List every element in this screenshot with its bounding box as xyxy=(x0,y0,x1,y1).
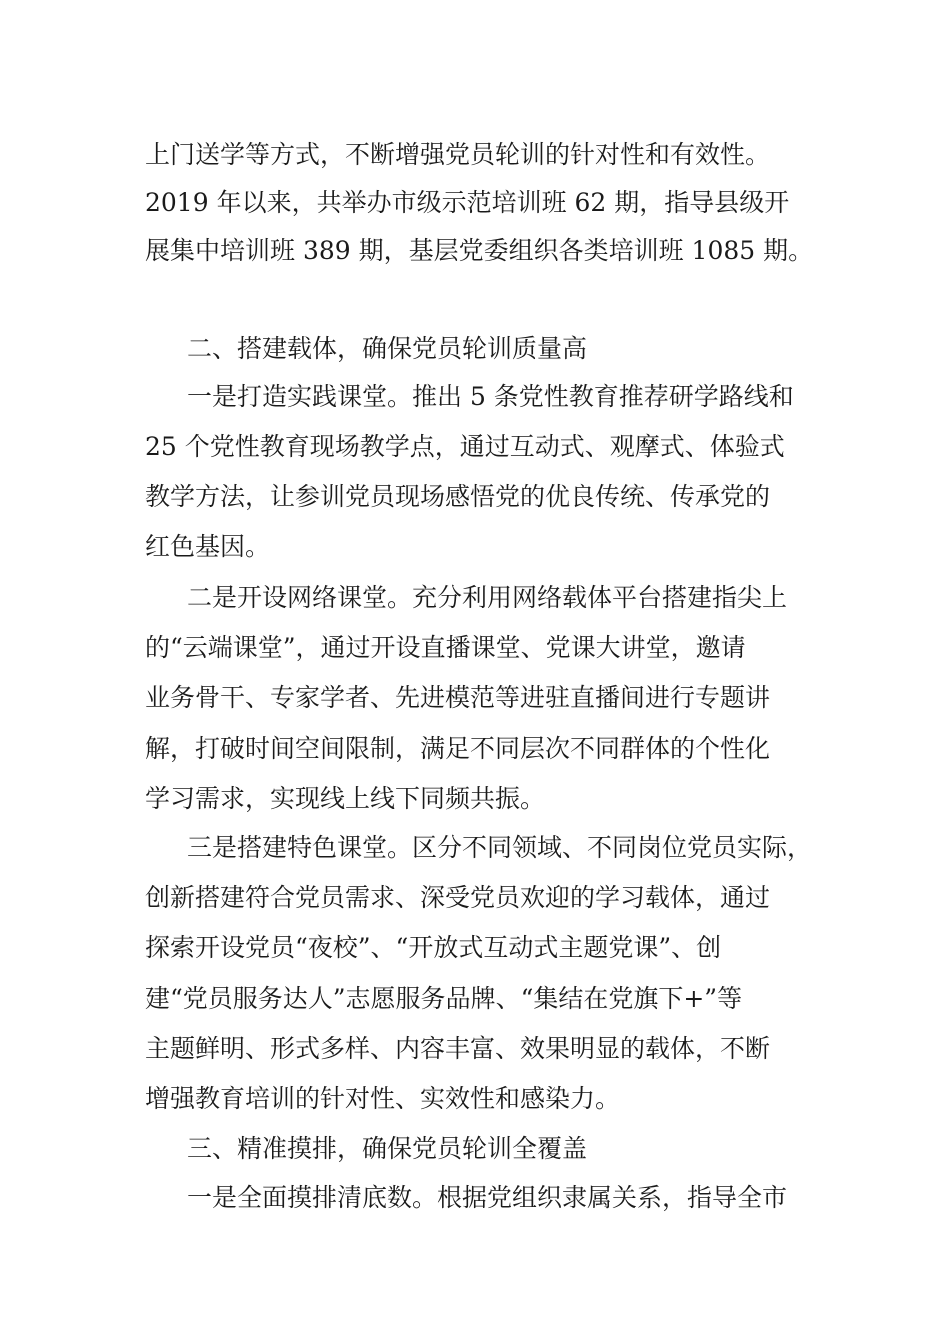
body-text-line: 红色基因。 xyxy=(145,532,271,561)
body-text-line: 增强教育培训的针对性、实效性和感染力。 xyxy=(145,1084,621,1113)
body-text-line: 2019 年以来，共举办市级示范培训班 62 期，指导县级开 xyxy=(145,188,790,217)
body-text-line: 上门送学等方式，不断增强党员轮训的针对性和有效性。 xyxy=(145,140,771,169)
paragraph-start-line: 一是打造实践课堂。推出 5 条党性教育推荐研学路线和 xyxy=(187,382,794,411)
body-text-line: 25 个党性教育现场教学点，通过互动式、观摩式、体验式 xyxy=(145,432,785,461)
body-text-line: 创新搭建符合党员需求、深受党员欢迎的学习载体，通过 xyxy=(145,883,771,912)
body-text-line: 的“云端课堂”，通过开设直播课堂、党课大讲堂，邀请 xyxy=(145,633,746,662)
section-heading: 二、搭建载体，确保党员轮训质量高 xyxy=(187,334,588,363)
body-text-line: 主题鲜明、形式多样、内容丰富、效果明显的载体，不断 xyxy=(145,1034,771,1063)
section-heading: 三、精准摸排，确保党员轮训全覆盖 xyxy=(187,1134,588,1163)
body-text-line: 展集中培训班 389 期，基层党委组织各类培训班 1085 期。 xyxy=(145,236,814,265)
body-text-line: 教学方法，让参训党员现场感悟党的优良传统、传承党的 xyxy=(145,482,771,511)
body-text-line: 业务骨干、专家学者、先进模范等进驻直播间进行专题讲 xyxy=(145,683,771,712)
body-text-line: 建“党员服务达人”志愿服务品牌、“集结在党旗下+”等 xyxy=(145,984,743,1013)
paragraph-start-line: 一是全面摸排清底数。根据党组织隶属关系，指导全市 xyxy=(187,1183,788,1212)
body-text-line: 探索开设党员“夜校”、“开放式互动式主题党课”、创 xyxy=(145,933,722,962)
body-text-line: 解，打破时间空间限制，满足不同层次不同群体的个性化 xyxy=(145,734,771,763)
paragraph-start-line: 三是搭建特色课堂。区分不同领域、不同岗位党员实际， xyxy=(187,833,813,862)
paragraph-start-line: 二是开设网络课堂。充分利用网络载体平台搭建指尖上 xyxy=(187,583,788,612)
body-text-line: 学习需求，实现线上线下同频共振。 xyxy=(145,784,546,813)
